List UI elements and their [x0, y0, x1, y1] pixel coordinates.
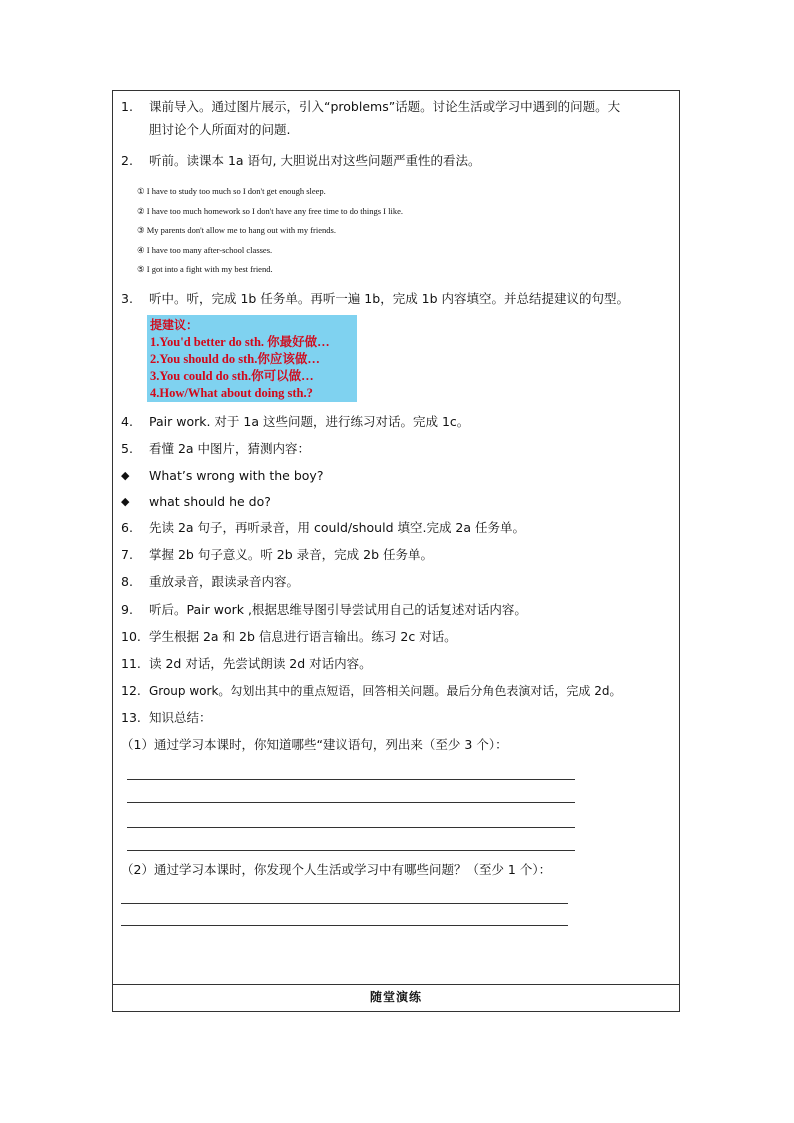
list-item — [113, 412, 679, 432]
item-number: 2. — [121, 153, 133, 168]
suggestion-line: 3.You could do sth.你可以做… — [150, 369, 314, 383]
item-number: 9. — [121, 602, 133, 617]
item-text: 课前导入。通过图片展示，引入“problems”话题。讨论生活或学习中遇到的问题。大 — [149, 99, 621, 114]
list-item — [113, 97, 679, 139]
item-text: 掌握 2b 句子意义。听 2b 录音，完成 2b 任务单。 — [149, 547, 434, 562]
answer-line[interactable] — [127, 779, 575, 780]
list-item — [113, 681, 679, 701]
list-item — [113, 654, 679, 674]
item-number: 11. — [121, 656, 141, 671]
item-number: 3. — [121, 291, 133, 306]
item-number: 5. — [121, 441, 133, 456]
sentence-1: ① I have to study too much so I don't get enough sleep. — [137, 186, 326, 196]
answer-line[interactable] — [121, 903, 568, 904]
list-item — [113, 600, 679, 620]
item-number: 1. — [121, 99, 133, 114]
item-number: 4. — [121, 414, 133, 429]
item-text: Group work。勾划出其中的重点短语，回答相关问题。最后分角色表演对话，完成 2d。 — [149, 684, 622, 698]
list-item — [113, 518, 679, 538]
item-number: 8. — [121, 574, 133, 589]
item-text: 听后。Pair work ,根据思维导图引导尝试用自己的话复述对话内容。 — [149, 602, 527, 617]
answer-line[interactable] — [127, 850, 575, 851]
list-item — [113, 289, 679, 309]
item-text: 看懂 2a 中图片，猜测内容： — [149, 441, 311, 456]
item-text: 听前。读课本 1a 语句, 大胆说出对这些问题严重性的看法。 — [149, 153, 481, 168]
sentence-3: ③ My parents don't allow me to hang out with my friends. — [137, 225, 336, 235]
bullet-item — [113, 492, 679, 512]
item-text: 知识总结： — [149, 710, 212, 725]
suggestion-line: 2.You should do sth.你应该做… — [150, 352, 320, 366]
answer-line[interactable] — [127, 802, 575, 803]
item-text: Pair work. 对于 1a 这些问题，进行练习对话。完成 1c。 — [149, 414, 470, 429]
item-number: 6. — [121, 520, 133, 535]
section-divider — [113, 984, 679, 985]
item-number: 10. — [121, 629, 141, 644]
bullet-text: What’s wrong with the boy? — [149, 468, 324, 483]
list-item — [113, 627, 679, 647]
summary-question-2: （2）通过学习本课时，你发现个人生活或学习中有哪些问题？（至少 1 个）： — [121, 862, 552, 877]
item-number: 12. — [121, 683, 141, 698]
item-text: 读 2d 对话，先尝试朗读 2d 对话内容。 — [149, 656, 372, 671]
suggestion-box — [147, 315, 357, 402]
list-item — [113, 439, 679, 459]
diamond-bullet-icon: ◆ — [121, 469, 130, 482]
answer-line[interactable] — [121, 925, 568, 926]
list-item — [113, 151, 679, 171]
list-item — [113, 708, 679, 728]
item-number: 7. — [121, 547, 133, 562]
suggestion-title: 提建议： — [150, 318, 199, 332]
sentence-2: ② I have too much homework so I don't have any free time to do things I like. — [137, 206, 403, 216]
item-text: 重放录音，跟读录音内容。 — [149, 574, 300, 589]
item-text-continued: 胆讨论个人所面对的问题. — [149, 122, 291, 137]
list-item — [113, 572, 679, 592]
bullet-text: what should he do? — [149, 494, 271, 509]
bullet-item — [113, 466, 679, 486]
item-text: 听中。听，完成 1b 任务单。再听一遍 1b，完成 1b 内容填空。并总结提建议的句型。 — [149, 291, 630, 306]
item-text: 学生根据 2a 和 2b 信息进行语言输出。练习 2c 对话。 — [149, 629, 457, 644]
lesson-table — [112, 90, 680, 1012]
answer-line[interactable] — [127, 827, 575, 828]
summary-question-1: （1）通过学习本课时，你知道哪些“建议语句，列出来（至少 3 个）： — [121, 737, 508, 752]
section-title: 随堂演练 — [369, 990, 422, 1004]
sentence-5: ⑤ I got into a fight with my best friend. — [137, 264, 273, 274]
sentence-4: ④ I have too many after-school classes. — [137, 245, 273, 255]
item-text: 先读 2a 句子，再听录音，用 could/should 填空.完成 2a 任务单。 — [149, 520, 526, 535]
suggestion-line: 1.You'd better do sth. 你最好做… — [150, 335, 330, 349]
suggestion-line: 4.How/What about doing sth.? — [150, 386, 313, 400]
item-number: 13. — [121, 710, 141, 725]
diamond-bullet-icon: ◆ — [121, 495, 130, 508]
list-item — [113, 545, 679, 565]
